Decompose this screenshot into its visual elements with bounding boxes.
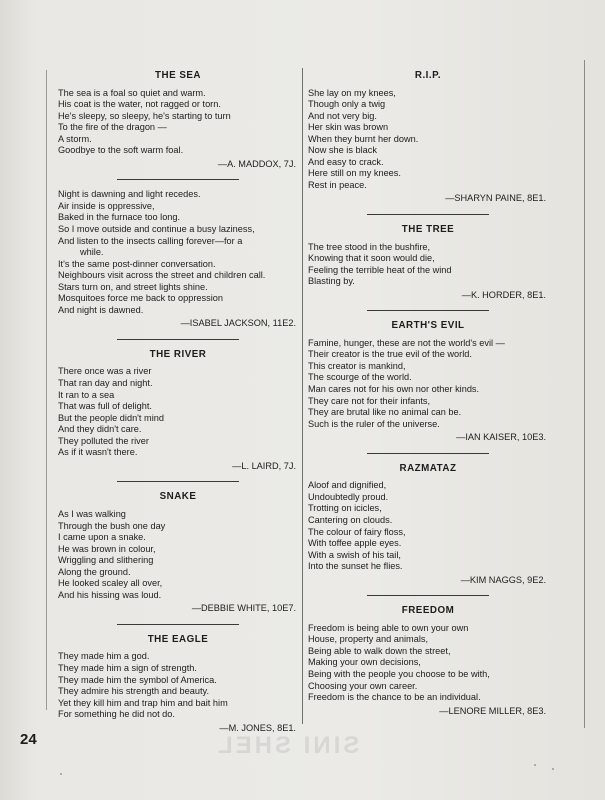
poem-line: It's the same post-dinner conversation.: [58, 258, 216, 269]
poem-line: There once was a river: [58, 366, 152, 377]
poem-line: Being able to walk down the street,: [308, 645, 451, 656]
poem: [308, 224, 548, 301]
page-frame: [36, 60, 585, 733]
poem-line: Wriggling and slithering: [58, 555, 154, 566]
poem-line: And his hissing was loud.: [58, 589, 162, 600]
poem-line: They made him a god.: [58, 651, 150, 662]
section-divider-rule: [117, 339, 239, 340]
poem-line: With toffee apple eyes.: [308, 538, 402, 549]
poem-line: Being with the people you choose to be with,: [308, 668, 490, 679]
poem-author: —SHARYN PAINE, 8E1.: [445, 193, 546, 204]
poem-line: And they didn't care.: [58, 424, 142, 435]
poem-line: With a swish of his tail,: [308, 549, 401, 560]
poem-author: —A. MADDOX, 7J.: [217, 158, 296, 169]
right-column: [308, 70, 548, 717]
poem-title: EARTH'S EVIL: [391, 320, 465, 332]
poem-line: They are brutal like no animal can be.: [308, 407, 462, 418]
poem-line: They made him a sign of strength.: [58, 662, 197, 673]
poem-line: Yet they kill him and trap him and bait him: [58, 697, 228, 708]
poem-line: Goodbye to the soft warm foal.: [58, 145, 184, 156]
poem-line: And not very big.: [308, 110, 377, 121]
poem-title: RAZMATAZ: [399, 462, 457, 474]
poem-line: And listen to the insects calling forever—for a: [58, 235, 243, 246]
poem-line: And night is dawned.: [58, 304, 144, 315]
poem-line: A storm.: [58, 133, 92, 144]
poem-title: THE RIVER: [149, 348, 207, 360]
poem-title: THE SEA: [155, 70, 201, 81]
poem-title: R.I.P.: [414, 70, 442, 81]
section-divider-rule: [367, 453, 489, 454]
poem-line: But the people didn't mind: [58, 412, 164, 423]
poem-line: This creator is mankind,: [308, 360, 406, 371]
section-divider-rule: [367, 214, 489, 215]
poem-author: —K. HORDER, 8E1.: [461, 289, 546, 300]
poem-line: He looked scaley all over,: [58, 578, 163, 589]
poem-author: —M. JONES, 8E1.: [219, 722, 296, 733]
poem-line: Famine, hunger, these are not the world's evil —: [308, 337, 505, 348]
poem-title: THE TREE: [401, 224, 455, 236]
poem: [58, 70, 298, 170]
poem-author: —L. LAIRD, 7J.: [232, 460, 296, 471]
poem-line: I came upon a snake.: [58, 532, 146, 543]
poem-line: Aloof and dignified,: [308, 480, 387, 491]
poem-line: House, property and animals,: [308, 634, 429, 645]
poem-line: To the fire of the dragon —: [58, 122, 167, 133]
poem: [308, 605, 548, 717]
poem-line: That ran day and night.: [58, 378, 153, 389]
poem-line: Now she is black: [308, 145, 377, 156]
poem-line: Though only a twig: [308, 99, 386, 110]
poem: [58, 349, 298, 472]
page-number: 24: [20, 731, 37, 748]
poem: [58, 634, 298, 734]
poem-line: Undoubtedly proud.: [308, 491, 389, 502]
poem-line: Making your own decisions,: [308, 657, 421, 668]
poem-line: Blasting by.: [308, 276, 355, 287]
poem-author: —ISABEL JACKSON, 11E2.: [180, 318, 296, 329]
poem: [308, 320, 548, 443]
poem-line: It ran to a sea: [58, 389, 115, 400]
paper-speck: [552, 768, 554, 770]
poem-line: Here still on my knees.: [308, 168, 401, 179]
poem-line: The colour of fairy floss,: [308, 526, 406, 537]
poem-line: The tree stood in the bushfire,: [308, 241, 431, 252]
poem-line: For something he did not do.: [58, 709, 175, 720]
poem-line: Knowing that it soon would die,: [308, 253, 435, 264]
poem-line: They made him the symbol of America.: [58, 674, 217, 685]
poem-line: Night is dawning and light recedes.: [58, 189, 201, 200]
poem-line: Her skin was brown: [308, 122, 389, 133]
poem-author: —IAN KAISER, 10E3.: [456, 432, 546, 443]
section-divider-rule: [117, 481, 239, 482]
poem-line: Into the sunset he flies.: [308, 561, 403, 572]
poem-line: They admire his strength and beauty.: [58, 686, 209, 697]
left-column: [58, 70, 298, 734]
poem-line: He's sleepy, so sleepy, he's starting to turn: [58, 110, 231, 121]
poem-author: —KIM NAGGS, 9E2.: [460, 574, 546, 585]
poem-line: She lay on my knees,: [308, 87, 396, 98]
poem-title: FREEDOM: [401, 605, 455, 617]
poem: [58, 189, 298, 330]
poem-line: while.: [80, 247, 104, 258]
poem-title: THE EAGLE: [147, 633, 209, 645]
poem: [308, 70, 548, 205]
poem-line: Feeling the terrible heat of the wind: [308, 264, 452, 275]
paper-speck: [534, 764, 536, 766]
poem-line: Freedom is being able to own your own: [308, 622, 469, 633]
poem-line: They care not for their infants,: [308, 395, 431, 406]
poem-line: Man cares not for his own nor other kinds.: [308, 384, 480, 395]
poem-author: —LENORE MILLER, 8E3.: [439, 705, 546, 716]
poem-line: As I was walking: [58, 508, 126, 519]
poem-line: Through the bush one day: [58, 520, 166, 531]
section-divider-rule: [117, 179, 239, 180]
poem-line: Mosquitoes force me back to oppression: [58, 293, 223, 304]
poem-line: He was brown in colour,: [58, 543, 156, 554]
poem-author: —DEBBIE WHITE, 10E7.: [191, 603, 296, 614]
section-divider-rule: [367, 310, 489, 311]
poem-line: So I move outside and continue a busy laziness,: [58, 224, 255, 235]
poem-line: And easy to crack.: [308, 156, 384, 167]
poem-line: Baked in the furnace too long.: [58, 212, 181, 223]
poem-line: The scourge of the world.: [308, 372, 412, 383]
section-divider-rule: [367, 595, 489, 596]
poem-line: Neighbours visit across the street and children call.: [58, 270, 266, 281]
poem-line: Trotting on icicles,: [308, 503, 382, 514]
poem-line: Freedom is the chance to be an individual.: [308, 692, 481, 703]
poem-line: Along the ground.: [58, 566, 131, 577]
left-margin-rule: [46, 70, 47, 710]
poem-line: As if it wasn't there.: [58, 447, 138, 458]
poem-line: Such is the ruler of the universe.: [308, 418, 440, 429]
column-divider: [302, 68, 303, 724]
paper-speck: [60, 773, 62, 775]
poem-line: That was full of delight.: [58, 401, 152, 412]
show-through-watermark: SINI SHEL: [215, 732, 360, 759]
poem-title: SNAKE: [159, 491, 197, 503]
poem-line: Rest in peace.: [308, 179, 367, 190]
poem-line: His coat is the water, not ragged or torn.: [58, 99, 221, 110]
poem-line: They polluted the river: [58, 435, 149, 446]
poem-line: Choosing your own career.: [308, 680, 418, 691]
poem-line: Cantering on clouds.: [308, 514, 393, 525]
poem: [308, 463, 548, 586]
poem-line: Stars turn on, and street lights shine.: [58, 281, 208, 292]
poem: [58, 491, 298, 614]
poem-line: When they burnt her down.: [308, 133, 419, 144]
poem-line: Air inside is oppressive,: [58, 200, 155, 211]
poem-line: Their creator is the true evil of the world.: [308, 349, 472, 360]
poem-line: The sea is a foal so quiet and warm.: [58, 87, 206, 98]
section-divider-rule: [117, 624, 239, 625]
